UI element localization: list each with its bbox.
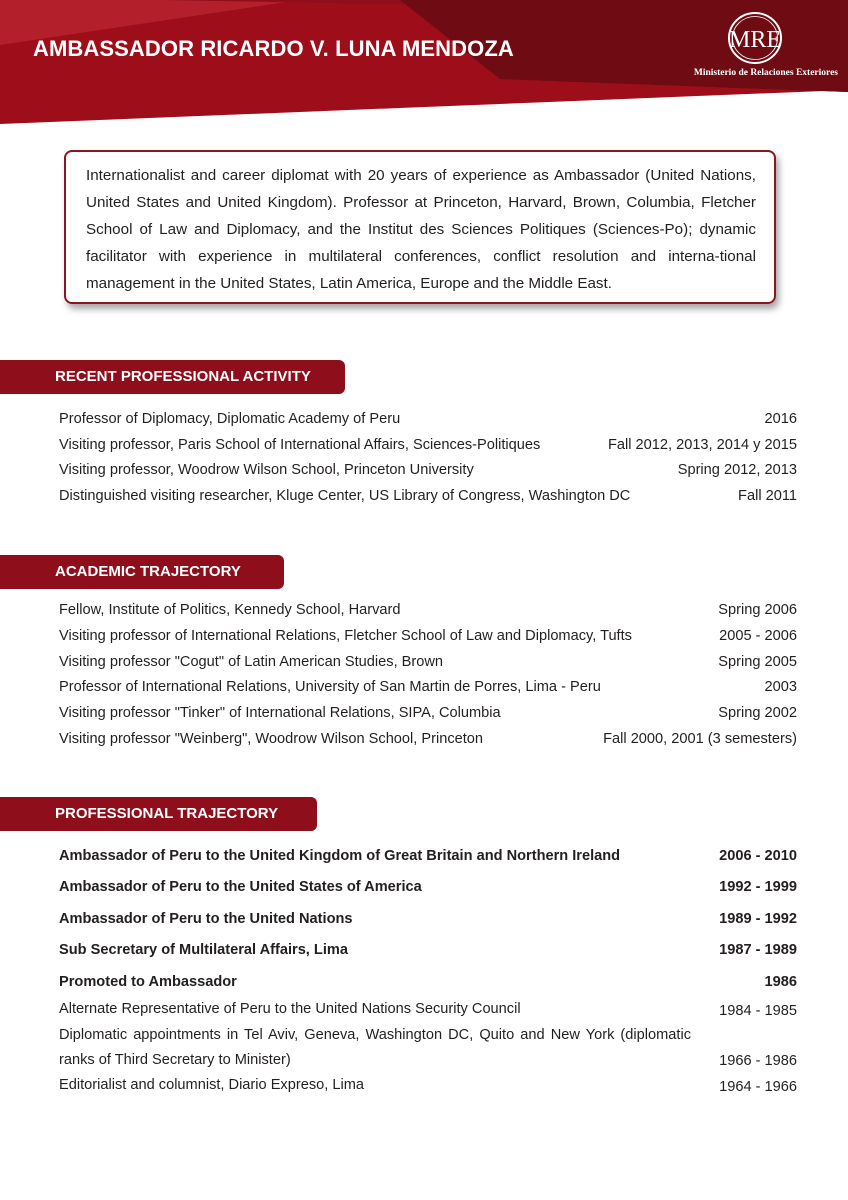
item-text: Visiting professor "Cogut" of Latin American Studies, Brown xyxy=(59,654,444,670)
list-item xyxy=(59,974,797,996)
item-date: 2003 xyxy=(764,679,797,695)
list-item xyxy=(59,654,797,676)
list-item xyxy=(59,1023,797,1073)
list-item xyxy=(59,879,797,901)
list-item xyxy=(59,437,797,459)
list-item xyxy=(59,731,797,753)
section-header-professional: PROFESSIONAL TRAJECTORY xyxy=(0,797,317,831)
item-text: Ambassador of Peru to the United States of America xyxy=(59,879,422,895)
item-date: Fall 2000, 2001 (3 semesters) xyxy=(603,731,797,747)
header-banner xyxy=(0,0,848,130)
list-item xyxy=(59,942,797,964)
list-item xyxy=(59,1001,797,1023)
list-item xyxy=(59,628,797,650)
item-date: 1986 xyxy=(764,974,797,990)
item-date: 1992 - 1999 xyxy=(719,879,797,895)
list-item xyxy=(59,602,797,624)
list-item xyxy=(59,1077,797,1099)
item-date: Fall 2011 xyxy=(738,488,797,504)
item-date: Spring 2006 xyxy=(718,602,797,618)
section-header-academic: ACADEMIC TRAJECTORY xyxy=(0,555,284,589)
item-text: Professor of Diplomacy, Diplomatic Academy of Peru xyxy=(59,411,401,427)
item-text: Fellow, Institute of Politics, Kennedy School, Harvard xyxy=(59,602,401,618)
item-date: 2016 xyxy=(764,411,797,427)
item-text: Visiting professor of International Relations, Fletcher School of Law and Diplomacy, Tufts xyxy=(59,628,632,644)
ministry-name: Ministerio de Relaciones Exteriores xyxy=(693,68,838,78)
item-date: 1984 - 1985 xyxy=(719,1003,797,1019)
page-title: AMBASSADOR RICARDO V. LUNA MENDOZA xyxy=(33,36,514,61)
item-text: Professor of International Relations, University of San Martin de Porres, Lima - Peru xyxy=(59,679,601,695)
item-text: Visiting professor, Paris School of International Affairs, Sciences-Politiques xyxy=(59,437,541,453)
item-date: 2005 - 2006 xyxy=(719,628,797,644)
item-text: Ambassador of Peru to the United Kingdom of Great Britain and Northern Ireland xyxy=(59,848,621,864)
item-text: Visiting professor "Tinker" of International Relations, SIPA, Columbia xyxy=(59,705,501,721)
list-item xyxy=(59,462,797,484)
item-date: 1989 - 1992 xyxy=(719,911,797,927)
list-item xyxy=(59,411,797,433)
item-text: Visiting professor, Woodrow Wilson School, Princeton University xyxy=(59,462,474,478)
item-text: Ambassador of Peru to the United Nations xyxy=(59,911,353,927)
summary-box xyxy=(64,150,776,304)
item-date: Spring 2002 xyxy=(718,705,797,721)
item-date: Spring 2012, 2013 xyxy=(677,462,797,478)
section-header-recent: RECENT PROFESSIONAL ACTIVITY xyxy=(0,360,345,394)
item-text: Distinguished visiting researcher, Kluge Center, US Library of Congress, Washington DC xyxy=(59,488,631,504)
item-text: Diplomatic appointments in Tel Aviv, Geneva, Washington DC, Quito and New York (diplomatic ranks of Third Secretary to Minister) xyxy=(59,1027,691,1068)
list-item xyxy=(59,705,797,727)
item-date: 2006 - 2010 xyxy=(719,848,797,864)
logo-text: MRE xyxy=(728,27,782,53)
item-text: Visiting professor "Weinberg", Woodrow Wilson School, Princeton xyxy=(59,731,484,747)
item-text: Alternate Representative of Peru to the United Nations Security Council xyxy=(59,1001,521,1017)
item-text: Sub Secretary of Multilateral Affairs, Lima xyxy=(59,942,348,958)
item-date: Fall 2012, 2013, 2014 y 2015 xyxy=(607,437,797,453)
item-text: Editorialist and columnist, Diario Expreso, Lima xyxy=(59,1077,364,1093)
list-item xyxy=(59,848,797,870)
summary-text: Internationalist and career diplomat with 20 years of experience as Ambassador (United Nations, United States and United Kingdom). Professor at Princeton, Harvard, Brown, Columbia, Fletcher School of Law and Diplomacy, and the Institut des Sciences Politiques (Sciences-Po); dynamic facilitator with experience in multilateral conferences, conflict resolution and interna-tional management in the United States, Latin America, Europe and the Middle East. xyxy=(86,167,756,292)
item-text: Promoted to Ambassador xyxy=(59,974,237,990)
list-item xyxy=(59,679,797,701)
list-item xyxy=(59,911,797,933)
list-item xyxy=(59,488,797,510)
mre-logo xyxy=(726,10,784,66)
item-date: 1964 - 1966 xyxy=(719,1079,797,1095)
item-date: 1987 - 1989 xyxy=(719,942,797,958)
item-date: 1966 - 1986 xyxy=(719,1053,797,1069)
item-date: Spring 2005 xyxy=(718,654,797,670)
